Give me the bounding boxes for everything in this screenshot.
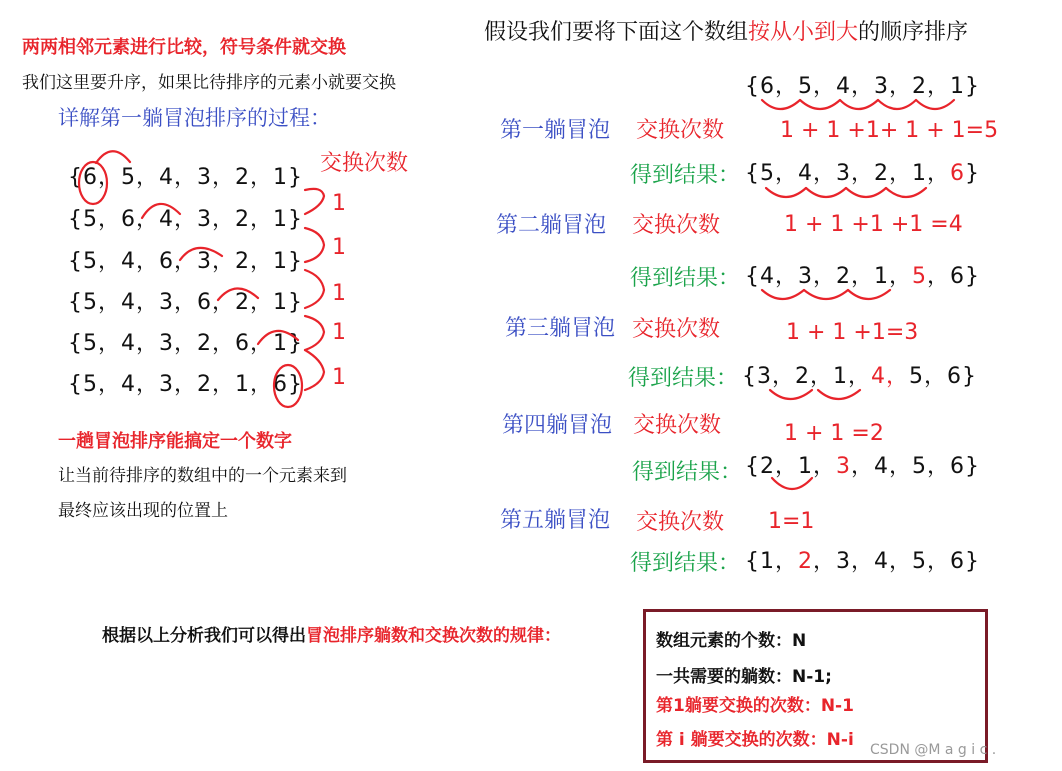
left-description: 我们这里要升序，如果比待排序的元素小就要交换 — [22, 73, 396, 93]
pass-2-name: 第二躺冒泡 — [496, 213, 607, 238]
left-swap-count-5: 1 — [332, 365, 346, 390]
bracket-5 — [305, 350, 324, 390]
arc-p1-2 — [806, 188, 846, 197]
bracket-4 — [305, 316, 324, 350]
pass-4-name: 第四躺冒泡 — [502, 413, 613, 438]
pass-2-swap-count: 1 + 1 +1 +1 =4 — [784, 212, 963, 237]
bracket-1 — [305, 189, 324, 214]
arc-init-5 — [916, 100, 954, 109]
arc-p2-2 — [804, 290, 848, 299]
left-subheading: 详解第一躺冒泡排序的过程： — [58, 106, 331, 130]
rule-line-2: 一共需要的躺数：N-1; — [656, 667, 832, 687]
arc-p4-1 — [772, 478, 812, 489]
pass-1-name: 第一躺冒泡 — [500, 118, 611, 143]
rule-line-4: 第 i 躺要交换的次数：N-i — [656, 730, 854, 750]
arc-p3-1 — [770, 390, 812, 399]
pass-3-swap-label: 交换次数 — [632, 317, 721, 342]
right-title-prefix: 假设我们要将下面这个数组 — [484, 20, 749, 45]
pass-4-result: {2，1，3，4，5，6} — [745, 454, 980, 479]
rule-box — [643, 609, 988, 763]
arc-p1-4 — [886, 188, 926, 197]
bottom-summary — [102, 627, 561, 647]
right-title — [484, 20, 968, 45]
pass-5-name: 第五躺冒泡 — [500, 508, 611, 533]
pass-3-result: {3，2，1，4，5，6} — [742, 364, 977, 389]
arc-init-3 — [840, 100, 878, 109]
pass-1-swap-count: 1 + 1 +1+ 1 + 1=5 — [780, 118, 999, 143]
pass-2-swap-label: 交换次数 — [632, 213, 721, 238]
pass-4-swap-label: 交换次数 — [633, 413, 722, 438]
left-heading: 两两相邻元素进行比较，符号条件就交换 — [22, 37, 346, 58]
arc-init-1 — [762, 100, 800, 109]
pass-3-name: 第三躺冒泡 — [505, 316, 616, 341]
bracket-3 — [305, 270, 324, 308]
pass-2-result: {4，3，2，1，5，6} — [745, 264, 980, 289]
pass-1-result-label: 得到结果： — [630, 163, 741, 188]
pass-4-result-label: 得到结果： — [632, 460, 743, 485]
left-row-3: {5，4，6，3，2，1} — [68, 249, 303, 274]
pass-5-result: {1，2，3，4，5，6} — [745, 549, 980, 574]
arc-p1-3 — [846, 188, 886, 197]
arc-p3-2 — [818, 390, 860, 399]
pass-5-swap-label: 交换次数 — [636, 510, 725, 535]
right-title-highlight: 按从小到大 — [748, 20, 859, 45]
pass-1-result: {5，4，3，2，1，6} — [745, 161, 980, 186]
pass-2-result-label: 得到结果： — [630, 266, 741, 291]
pass-3-result-label: 得到结果： — [628, 366, 739, 391]
bottom-summary-highlight: 冒泡排序躺数和交换次数的规律： — [306, 626, 561, 646]
arc-init-4 — [878, 100, 916, 109]
bottom-summary-prefix: 根据以上分析我们可以得出 — [102, 626, 306, 646]
rule-line-3: 第1躺要交换的次数：N-1 — [656, 696, 854, 716]
left-conclusion-line-2: 最终应该出现的位置上 — [58, 501, 228, 521]
left-swap-count-2: 1 — [332, 235, 346, 260]
arc-p2-1 — [762, 290, 804, 299]
left-swap-count-1: 1 — [332, 191, 346, 216]
watermark: CSDN @M a g i c . — [870, 742, 997, 758]
pass-5-result-label: 得到结果： — [630, 551, 741, 576]
pass-4-swap-count: 1 + 1 =2 — [784, 421, 884, 446]
arc-row-1 — [96, 151, 130, 163]
bracket-2 — [305, 228, 324, 262]
rule-line-1: 数组元素的个数：N — [656, 631, 807, 651]
left-swap-count-3: 1 — [332, 281, 346, 306]
left-swap-label: 交换次数 — [320, 151, 409, 176]
left-row-2: {5，6，4，3，2，1} — [68, 207, 303, 232]
left-swap-count-4: 1 — [332, 320, 346, 345]
arc-p2-3 — [848, 290, 890, 299]
arc-init-2 — [800, 100, 840, 109]
left-row-4: {5，4，3，6，2，1} — [68, 290, 303, 315]
pass-1-swap-label: 交换次数 — [636, 118, 725, 143]
left-row-6: {5，4，3，2，1，6} — [68, 372, 303, 397]
left-conclusion-line-1: 让当前待排序的数组中的一个元素来到 — [58, 466, 347, 486]
pass-5-swap-count: 1=1 — [768, 509, 815, 534]
right-title-suffix: 的顺序排序 — [858, 20, 969, 45]
left-row-1: {6，5，4，3，2，1} — [68, 165, 303, 190]
right-initial-array: {6，5，4，3，2，1} — [745, 74, 980, 99]
left-row-5: {5，4，3，2，6，1} — [68, 331, 303, 356]
left-conclusion-heading: 一趟冒泡排序能搞定一个数字 — [58, 431, 292, 452]
arc-p1-1 — [766, 188, 806, 197]
pass-3-swap-count: 1 + 1 +1=3 — [786, 320, 919, 345]
